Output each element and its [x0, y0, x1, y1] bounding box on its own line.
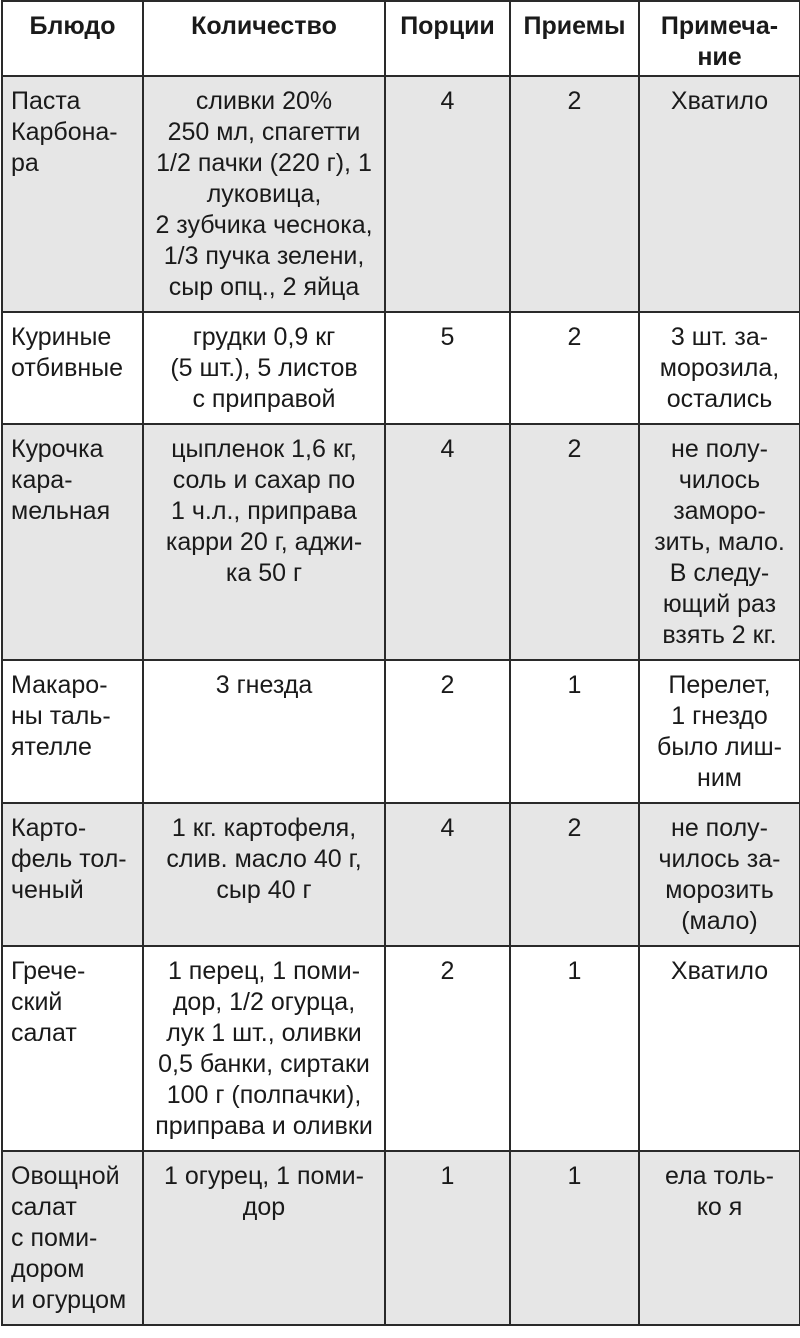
servings-cell: 2 [510, 424, 639, 660]
table-row [2, 76, 800, 312]
note-cell: Перелет, 1 гнездо было лиш- ним [639, 660, 800, 803]
portions-cell: 2 [385, 660, 510, 803]
portions-cell: 5 [385, 312, 510, 424]
table-row [2, 946, 800, 1151]
header-quantity: Количество [143, 1, 385, 76]
dish-cell: Паста Карбона- ра [2, 76, 143, 312]
portions-cell: 4 [385, 76, 510, 312]
dish-cell: Курочка кара- мельная [2, 424, 143, 660]
note-cell: не полу- чилось за- морозить (мало) [639, 803, 800, 946]
dish-cell: Макаро- ны таль- ятелле [2, 660, 143, 803]
quantity-cell: грудки 0,9 кг (5 шт.), 5 листов с приправой [143, 312, 385, 424]
portions-cell: 4 [385, 424, 510, 660]
servings-cell: 2 [510, 312, 639, 424]
header-row [2, 1, 800, 76]
header-servings: Приемы [510, 1, 639, 76]
servings-cell: 1 [510, 1151, 639, 1325]
servings-cell: 2 [510, 76, 639, 312]
note-cell: Хватило [639, 76, 800, 312]
table-row [2, 803, 800, 946]
note-cell: ела толь- ко я [639, 1151, 800, 1325]
header-portions: Порции [385, 1, 510, 76]
note-cell: Хватило [639, 946, 800, 1151]
quantity-cell: сливки 20% 250 мл, спагетти 1/2 пачки (220 г), 1 луковица, 2 зубчика чеснока, 1/3 пучка зелени, сыр опц., 2 яйца [143, 76, 385, 312]
portions-cell: 2 [385, 946, 510, 1151]
quantity-cell: 1 кг. картофеля, слив. масло 40 г, сыр 40 г [143, 803, 385, 946]
dish-cell: Куриные отбивные [2, 312, 143, 424]
table-row [2, 1151, 800, 1325]
quantity-cell: цыпленок 1,6 кг, соль и сахар по 1 ч.л., приправа карри 20 г, аджи- ка 50 г [143, 424, 385, 660]
dish-cell: Овощной салат с поми- дором и огурцом [2, 1151, 143, 1325]
recipe-table [1, 0, 800, 1326]
servings-cell: 1 [510, 946, 639, 1151]
servings-cell: 2 [510, 803, 639, 946]
servings-cell: 1 [510, 660, 639, 803]
note-cell: 3 шт. за- морозила, остались [639, 312, 800, 424]
header-dish: Блюдо [2, 1, 143, 76]
quantity-cell: 1 огурец, 1 поми- дор [143, 1151, 385, 1325]
dish-cell: Карто- фель тол- ченый [2, 803, 143, 946]
note-cell: не полу- чилось заморо- зить, мало. В следу- ющий раз взять 2 кг. [639, 424, 800, 660]
portions-cell: 4 [385, 803, 510, 946]
table-row [2, 312, 800, 424]
quantity-cell: 3 гнезда [143, 660, 385, 803]
dish-cell: Грече- ский салат [2, 946, 143, 1151]
quantity-cell: 1 перец, 1 поми- дор, 1/2 огурца, лук 1 шт., оливки 0,5 банки, сиртаки 100 г (полпачки), приправа и оливки [143, 946, 385, 1151]
portions-cell: 1 [385, 1151, 510, 1325]
table-row [2, 660, 800, 803]
header-note: Примеча- ние [639, 1, 800, 76]
table-row [2, 424, 800, 660]
